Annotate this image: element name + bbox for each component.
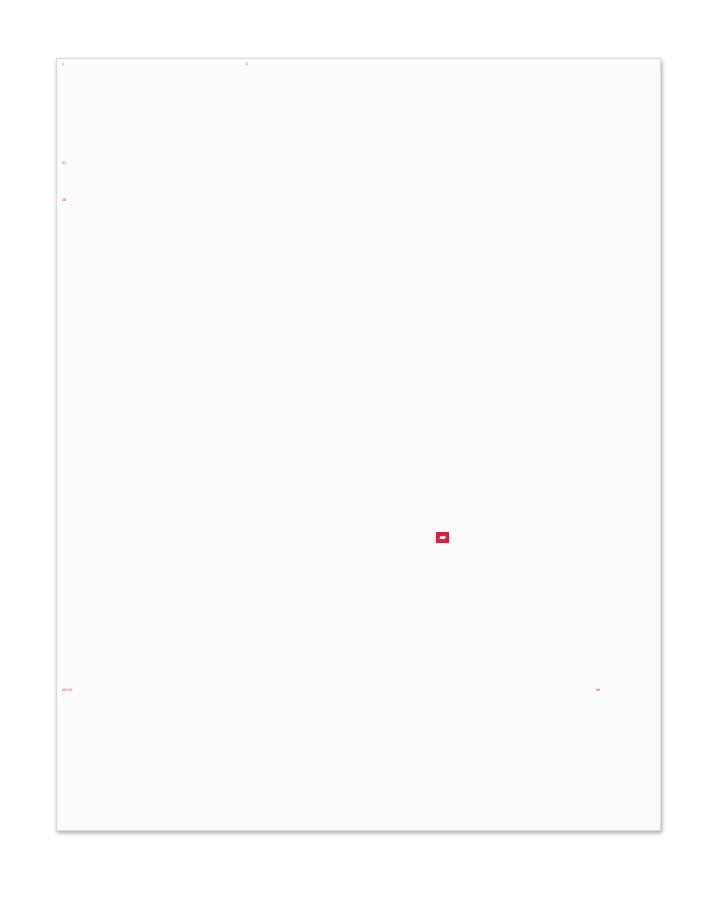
form-grid [60, 62, 657, 827]
occ-31-label: 31 [62, 161, 67, 165]
field-68-label: 68 [596, 688, 601, 692]
ub04-form [60, 62, 657, 827]
field-38-label: 38 [62, 198, 67, 202]
field-2-label: 2 [246, 62, 249, 66]
totals-label [436, 532, 449, 543]
arrow-right-icon: ➠ [439, 533, 446, 542]
field-66-label: 66 DX [62, 688, 73, 692]
field-1-label: 1 [62, 62, 65, 66]
